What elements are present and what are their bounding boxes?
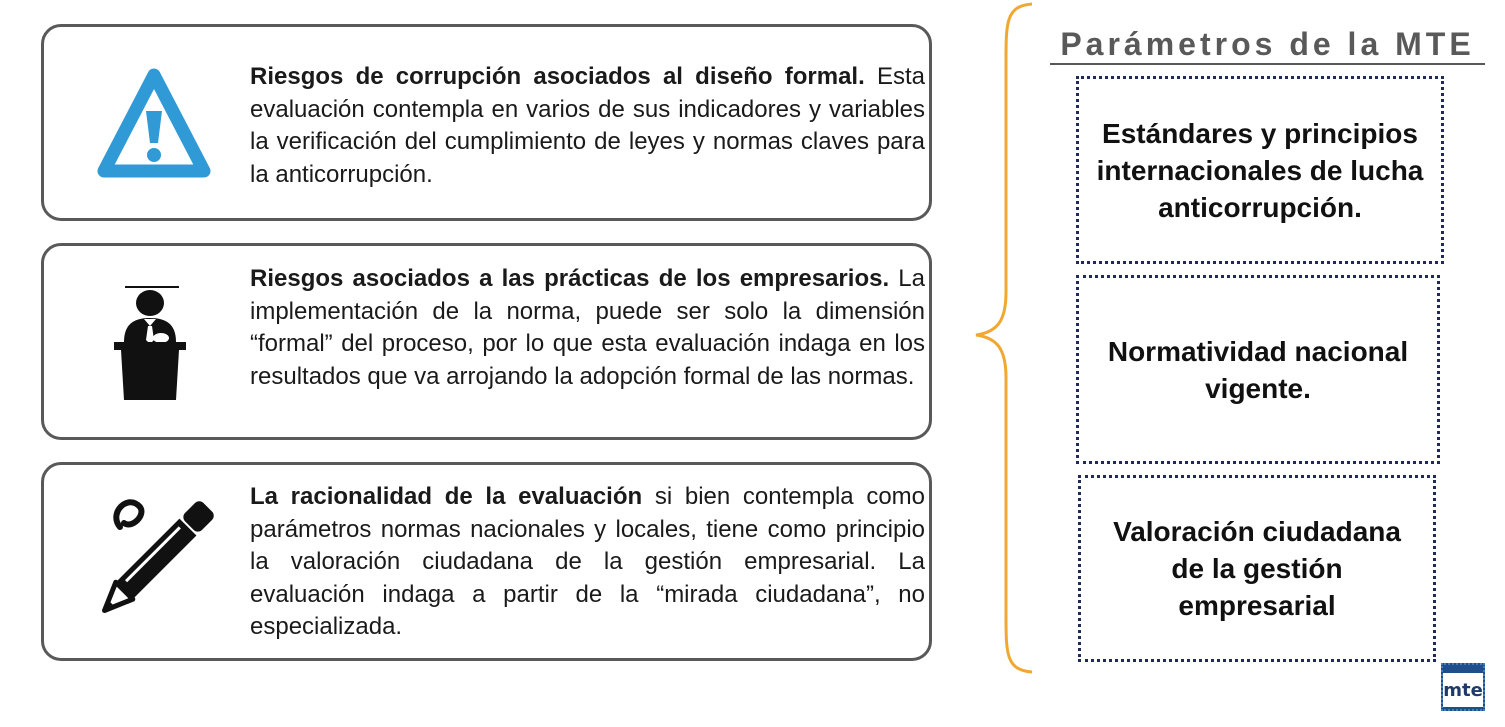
mte-title: Parámetros de la MTE [1060,26,1475,62]
card-body: si bien contempla como parámetros normas nacionales y locales, tiene como principio la valoración ciudadana de la gestión empresarial. La evaluación indaga a partir de la “mirada ciudadana”, no especializada. [250,483,925,640]
card-text [250,481,925,644]
title-underline [1050,63,1485,65]
pen-icon [84,491,224,638]
param-label: Estándares y principios internacionales de lucha anticorrupción. [1096,117,1424,223]
card-evaluation-rationale [41,462,932,661]
curly-brace [972,2,1036,679]
card-business-practices-risks [41,243,932,440]
warning-triangle-icon [96,67,212,190]
logo-text: mte [1443,673,1483,707]
card-text [250,61,925,191]
param-citizen-valuation [1078,475,1436,662]
card-corruption-design-risks [41,24,932,221]
param-label: Valoración ciudadana de la gestión empresarial [1113,516,1401,621]
card-body: La implementación de la norma, puede ser solo la dimensión “formal” del proceso, por lo que esta evaluación indaga en los resultados que va arrojando la adopción formal de las normas. [250,265,925,390]
mte-logo [1441,663,1485,711]
param-label: Normatividad nacional vigente. [1107,335,1409,404]
card-heading: La racionalidad de la evaluación [250,483,643,510]
card-heading: Riesgos de corrupción asociados al diseño formal. [250,63,865,90]
card-body: Esta evaluación contempla en varios de sus indicadores y variables la verificación del cumplimiento de leyes y normas claves para la anticorrupción. [250,63,926,188]
card-text [250,263,925,393]
speaker-podium-icon [110,284,190,407]
param-international-standards [1076,76,1444,264]
param-national-regulations [1076,275,1440,464]
card-heading: Riesgos asociados a las prácticas de los empresarios. [250,265,890,292]
